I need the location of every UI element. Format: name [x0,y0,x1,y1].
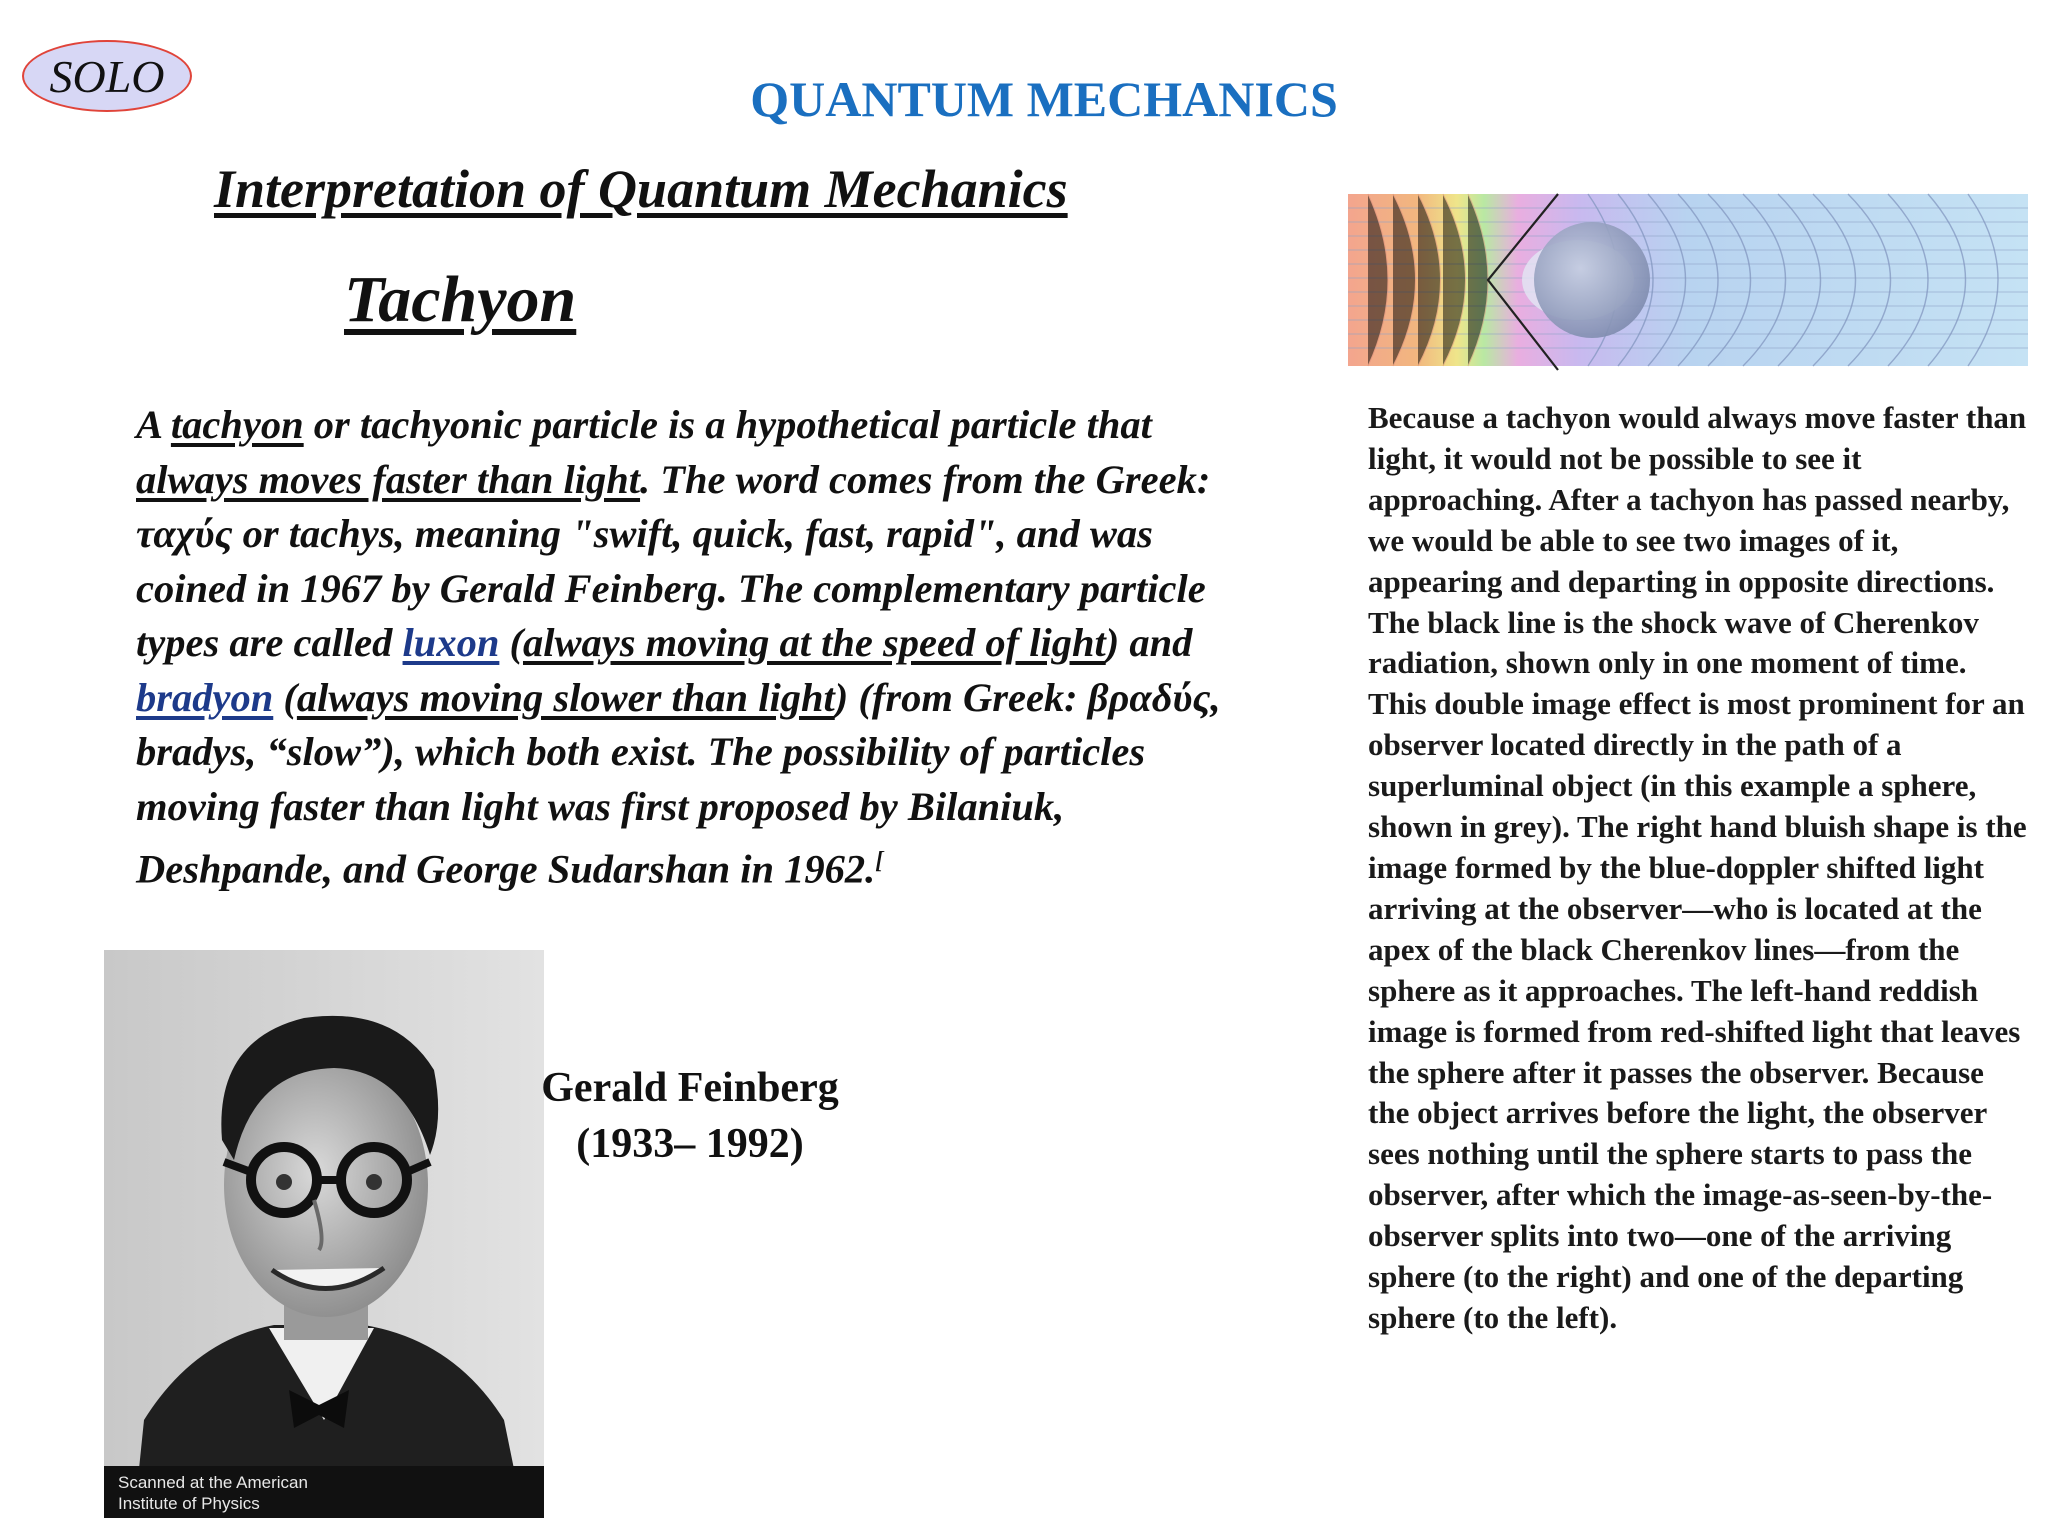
intro-paragraph [136,398,1256,897]
citation-bracket: [ [875,848,884,874]
luxon-link[interactable]: luxon [402,620,500,665]
bradyon-definition: always moving slower than light [296,674,835,720]
person-name: Gerald Feinberg [541,1065,839,1111]
portrait-caption [520,1060,860,1172]
solo-badge-label: SOLO [49,50,165,102]
intro-text: . The word comes from the Greek: ταχύς or tachys, meaning "swift, quick, fast, rapid", and was coined in 1967 by Gerald Feinberg. The complementary particle types are called [136,456,1211,665]
intro-text: A [136,402,171,447]
bradyon-link[interactable]: bradyon [136,674,274,720]
portrait-image [104,950,544,1518]
intro-text: or tachyonic particle is a hypothetical particle that [303,402,1152,447]
term-tachyon: tachyon [170,402,304,447]
person-years: (1933– 1992) [576,1121,804,1167]
luxon-definition: always moving at the speed of light [522,620,1106,665]
photo-credit: Scanned at the American Institute of Physics [104,1466,544,1518]
intro-text: ( [499,620,523,665]
feinberg-portrait [104,950,544,1518]
intro-text: ) and [1105,620,1193,665]
term-faster-than-light: always moves faster than light [136,456,641,502]
topic-heading: Tachyon [344,263,577,336]
section-subtitle: Interpretation of Quantum Mechanics [214,159,1068,219]
cherenkov-diagram [1348,188,2028,372]
intro-text: ( [273,674,297,720]
diagram-explanation: Because a tachyon would always move faster than light, it would not be possible to see it approaching. After a tachyon has passed nearby, we would be able to see two images of it, appearing and departing in opposite directions. The black line is the shock wave of Cherenkov radiation, shown only in one moment of time. This double image effect is most prominent for an observer located directly in the path of a superluminal object (in this example a sphere, shown in grey). The right hand bluish shape is the image formed by the blue-doppler shifted light arriving at the observer—who is located at the apex of the black Cherenkov lines—from the sphere as it approaches. The left-hand reddish image is formed from red-shifted light that leaves the sphere after it passes the observer. Because the object arrives before the light, the observer sees nothing until the sphere starts to pass the observer, after which the image-as-seen-by-the-observer splits into two—one of the arriving sphere (to the right) and one of the departing sphere (to the left). [1368,400,2027,1335]
page-title: QUANTUM MECHANICS [750,71,1338,127]
intro-text: ) (from Greek: βραδύς, bradys, “slow”), which both exist. The possibility of particles moving faster than light was first proposed by Bilaniuk, Deshpande, and George Sudarshan in 1962. [136,674,1221,892]
tachyon-double-image-figure [1348,188,2028,372]
